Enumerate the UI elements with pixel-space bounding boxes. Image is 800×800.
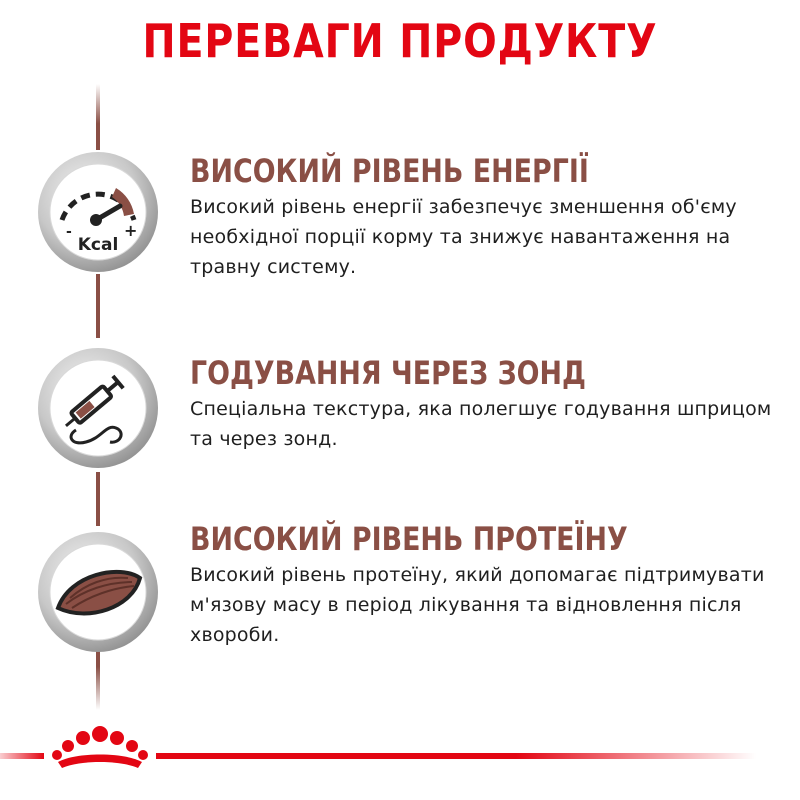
benefit-heading: ГОДУВАННЯ ЧЕРЕЗ ЗОНД — [190, 354, 586, 392]
svg-text:-: - — [66, 224, 72, 240]
footer-divider-left — [0, 753, 44, 759]
benefit-description: Спеціальна текстура, яка полегшує годування шприцом та через зонд. — [190, 398, 772, 450]
energy-gauge-icon — [36, 150, 160, 274]
footer-divider-right — [156, 753, 756, 759]
timeline-line-bottom — [96, 648, 100, 710]
page-title: ПЕРЕВАГИ ПРОДУКТУ — [142, 14, 658, 68]
benefit-item — [190, 520, 790, 650]
timeline-line-top — [96, 84, 100, 150]
benefit-heading: ВИСОКИЙ РІВЕНЬ ПРОТЕЇНУ — [190, 520, 628, 558]
timeline-line-segment — [96, 274, 100, 338]
kcal-label: Kcal — [77, 235, 119, 255]
muscle-icon — [36, 530, 160, 654]
royal-canin-crown-logo — [46, 722, 154, 774]
benefit-description: Високий рівень протеїну, який допомагає підтримувати м'язову масу в період лікування та відновлення після хвороби. — [190, 564, 765, 646]
benefit-item — [190, 354, 790, 454]
benefit-heading: ВИСОКИЙ РІВЕНЬ ЕНЕРГІЇ — [190, 152, 589, 190]
benefit-item — [190, 152, 790, 282]
syringe-tube-icon — [36, 346, 160, 470]
svg-text:+: + — [124, 221, 138, 240]
benefit-description: Високий рівень енергії забезпечує зменшення об'єму необхідної порції корму та знижує навантаження на травну систему. — [190, 196, 737, 278]
timeline-line-segment — [96, 472, 100, 526]
